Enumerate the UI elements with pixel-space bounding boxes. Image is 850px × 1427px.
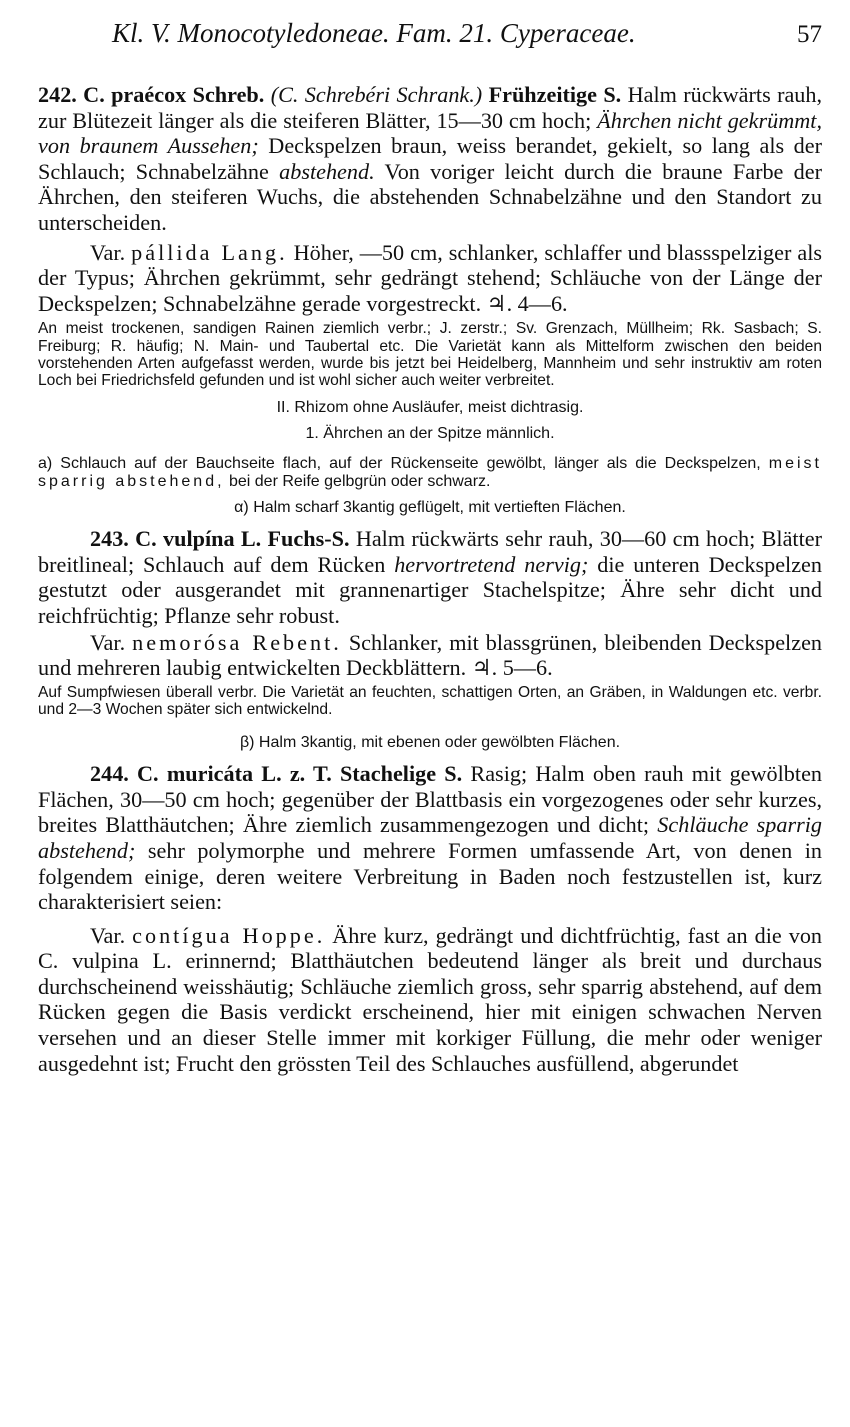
variety-nemorosa [38,630,822,681]
species-description-242-b: Deckspelzen braun, weiss berandet, gekielt, so lang als der Schlauch; Schnabelzähne [38,133,823,184]
variety-name-contigua: contígua Hoppe. [132,922,326,948]
variety-name-pallida: pállida Lang. [131,239,288,265]
species-number-242: 242. C. praécox Schreb. [38,82,265,107]
key-heading-1: 1. Ährchen an der Spitze männlich. [305,425,555,443]
variety-prefix: Var. [90,629,126,655]
species-description-242-a: Halm rückwärts rauh, zur Blütezeit länger als die steiferen Blätter, 15—30 cm hoch; [38,82,823,133]
species-description-242-c: Von voriger leicht durch die braune Farbe der Ährchen, den steiferen Wuchs, die abstehenden Schnabelzähne und den Standort zu unterscheiden. [38,158,823,235]
variety-contigua [38,923,822,1077]
page [38,18,822,1076]
species-entry-244 [38,761,822,915]
species-description-242-italic-b: abstehend. [279,158,375,184]
species-common-name-242: Frühzeitige S. [488,82,622,107]
page-number: 57 [797,21,822,48]
key-heading-alpha: α) Halm scharf 3kantig geflügelt, mit vertieften Flächen. [234,499,626,517]
running-title: Kl. V. Monocotyledoneae. Fam. 21. Cyperaceae. [112,18,636,48]
species-description-244-italic: Schläuche sparrig abstehend; [38,812,823,863]
species-description-242-italic-a: Ährchen nicht gekrümmt, von braunem Aussehen; [38,107,822,159]
key-a-spaced: meist sparrig abstehend, [38,455,822,491]
key-a-text-a: a) Schlauch auf der Bauchseite flach, auf der Rückenseite gewölbt, länger als die Deckspelzen, [38,455,761,473]
species-description-244-a: Rasig; Halm oben rauh mit gewölbten Flächen, 30—50 cm hoch; gegenüber der Blattbasis ein vorgezogenes oder sehr kurzes, breites Blatthäutchen; Ähre ziemlich zusammengezogen und dicht; [38,761,823,838]
key-heading-beta: β) Halm 3kantig, mit ebenen oder gewölbten Flächen. [239,734,621,752]
key-a-text-b: bei der Reife gelbgrün oder schwarz. [228,473,491,491]
key-heading-a [38,455,822,491]
running-header [38,18,822,62]
species-description-244-b: sehr polymorphe und mehrere Formen umfassende Art, von denen in folgendem einige, deren weitere Verbreitung in Baden noch festzustellen ist, kurz charakterisiert seien: [38,837,822,915]
species-description-243-italic: hervortretend nervig; [394,551,589,577]
species-entry-242 [38,82,822,236]
variety-prefix: Var. [90,239,126,265]
species-synonym-242: (C. Schrebéri Schrank.) [270,82,483,107]
variety-description-contigua: Ähre kurz, gedrängt und dichtfrüchtig, fast an die von C. vulpina L. erinnernd; Blatthäutchen bedeutend länger als breit und durchaus durchscheinend weisshäutig; Schläuche ziemlich gross, sehr sparrig abstehend, auf dem Rücken gegen die Basis verdickt erscheinend, hier mit einigen schwachen Nerven versehen und an dieser Stelle immer mit korkiger Füllung, die mehr oder weniger ausgedehnt ist; Frucht den grössten Teil des Schlauches ausfüllend, abgerundet [38,922,823,1076]
variety-pallida [38,240,822,317]
variety-name-nemorosa: nemorósa Rebent. [132,629,342,655]
variety-prefix: Var. [90,922,126,948]
key-heading-II: II. Rhizom ohne Ausläufer, meist dichtrasig. [276,399,584,417]
variety-description-pallida: Höher, —50 cm, schlanker, schlaffer und blassspelziger als der Typus; Ährchen gekrümmt, sehr gedrängt stehend; Schläuche von der Länge der Deckspelzen; Schnabelzähne gerade vorgestreckt. ♃. 4—6. [38,239,823,316]
species-description-243-b: die unteren Deckspelzen gestutzt oder ausgerandet mit grannenartiger Stachelspitze; Ähre sehr dicht und reichfrüchtig; Pflanze sehr robust. [38,551,822,628]
species-description-243-a: Halm rückwärts sehr rauh, 30—60 cm hoch; Blätter breitlineal; Schlauch auf dem Rücken [38,526,822,577]
distribution-note-243: Auf Sumpfwiesen überall verbr. Die Varietät an feuchten, schattigen Orten, an Gräben, in Waldungen etc. verbr. und 2—3 Wochen später sich entwickelnd. [38,683,822,718]
species-entry-243 [38,526,822,628]
species-number-244: 244. C. muricáta L. z. T. Stachelige S. [90,761,463,787]
distribution-note-242: An meist trockenen, sandigen Rainen ziemlich verbr.; J. zerstr.; Sv. Grenzach, Müllheim; Rk. Sasbach; S. Freiburg; R. häufig; N. Main- und Taubertal etc. Die Varietät kann als Mittelform zwischen den beiden vorstehenden Arten aufgefasst werden, wurde bis jetzt bei Heidelberg, Mannheim und sehr instruktiv am roten Loch bei Friedrichsfeld gefunden und ist wohl sicher auch weiter verbreitet. [38,320,822,389]
species-number-243: 243. C. vulpína L. Fuchs-S. [90,526,350,552]
variety-description-nemorosa: Schlanker, mit blassgrünen, bleibenden Deckspelzen und mehreren laubig entwickelten Deckblättern. ♃. 5—6. [38,629,823,681]
